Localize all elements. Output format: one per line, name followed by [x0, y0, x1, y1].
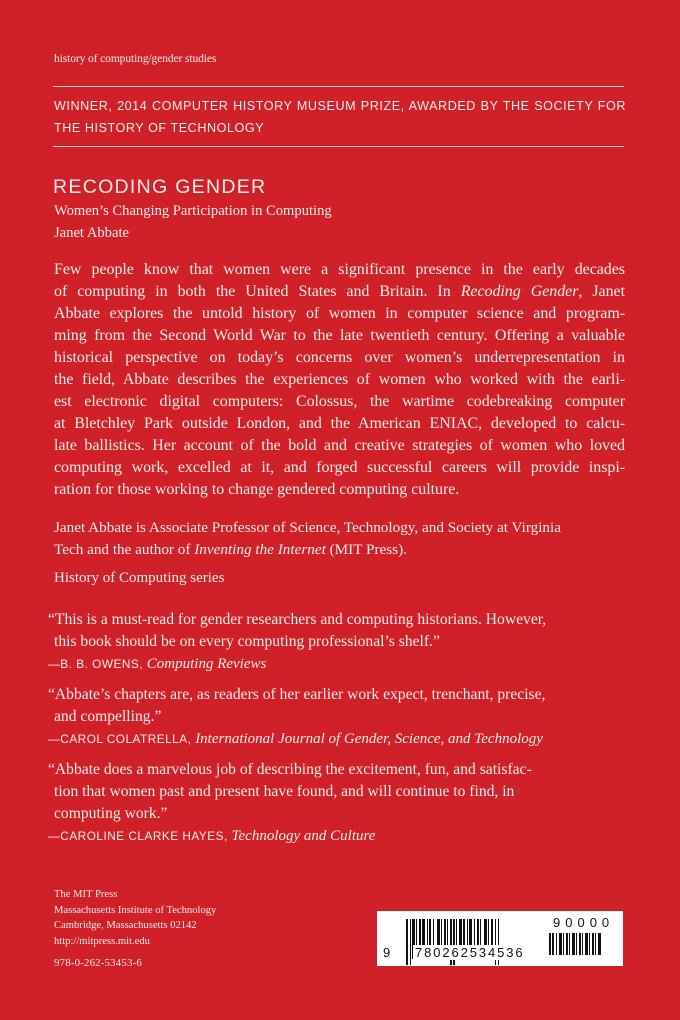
description-line: the field, Abbate describes the experiences of women who worked with the earli- [54, 371, 625, 388]
book-title: RECODING GENDER [53, 176, 267, 198]
description-line: est electronic digital computers: Colossus, the wartime codebreaking computer [54, 393, 625, 410]
description-line: Few people know that women were a significant presence in the early decades [54, 261, 625, 278]
series-name: History of Computing series [54, 570, 225, 586]
description-line: computing work, excelled at it, and forged successful careers will provide inspi- [54, 459, 625, 476]
book-subtitle: Women’s Changing Participation in Computing [54, 203, 332, 219]
description-line: Abbate explores the untold history of women in computer science and program- [54, 305, 625, 322]
quote-line: “This is a must-read for gender researchers and computing historians. However, [48, 611, 547, 628]
quote-line: this book should be on every computing professional’s shelf.” [54, 633, 440, 650]
divider-top [53, 86, 624, 87]
bio-line: Janet Abbate is Associate Professor of Science, Technology, and Society at Virginia [54, 519, 561, 536]
quote-line: tion that women past and present have found, and will continue to find, in [54, 783, 515, 800]
review-quote [48, 684, 628, 750]
isbn: 978-0-262-53453-6 [54, 957, 142, 969]
reviewer-name: —B. B. OWENS, [48, 657, 143, 671]
publisher-institution: Massachusetts Institute of Technology [54, 904, 217, 916]
barcode-addon-bars-icon [549, 933, 601, 955]
reviewer-name: —CAROL COLATRELLA, [48, 732, 192, 746]
description-line: at Bletchley Park outside London, and the American ENIAC, developed to calcu- [54, 415, 625, 432]
review-quote [48, 609, 628, 675]
review-attribution [48, 653, 628, 675]
description-text: , Janet [578, 283, 625, 300]
award-banner: WINNER, 2014 COMPUTER HISTORY MUSEUM PRIZE, AWARDED BY THE SOCIETY FOR THE HISTORY OF TECHNOLOGY [54, 99, 626, 135]
bio-text: (MIT Press). [325, 541, 407, 558]
review-quote [48, 759, 628, 847]
description-line: historical perspective on today’s concerns over women’s underrepresentation in [54, 349, 625, 366]
barcode-digits: 780262534536 [415, 945, 525, 960]
bio-line [54, 539, 626, 561]
review-source: Technology and Culture [231, 828, 376, 844]
review-attribution [48, 825, 628, 847]
quote-line: and compelling.” [54, 708, 162, 725]
quote-line: computing work.” [54, 805, 168, 822]
barcode-lead-digit: 9 [383, 945, 391, 960]
review-attribution [48, 728, 628, 750]
publisher-address: Cambridge, Massachusetts 02142 [54, 920, 197, 931]
quote-line: “Abbate’s chapters are, as readers of her earlier work expect, trenchant, precise, [48, 686, 546, 703]
quote-line: “Abbate does a marvelous job of describing the excitement, fun, and satisfac- [48, 761, 532, 778]
author-bio [54, 517, 626, 561]
description-text: of computing in both the United States and Britain. In [54, 283, 461, 300]
description-line: ration for those working to change gendered computing culture. [54, 481, 460, 498]
description-line: late ballistics. Her account of the bold and creative strategies of women who loved [54, 437, 625, 454]
reviewer-name: —CAROLINE CLARKE HAYES, [48, 829, 228, 843]
book-description [54, 259, 625, 501]
prior-book-title: Inventing the Internet [194, 541, 326, 558]
review-source: Computing Reviews [146, 656, 267, 672]
description-line: ming from the Second World War to the late twentieth century. Offering a valuable [54, 327, 625, 344]
bio-text: Tech and the author of [54, 541, 195, 558]
description-line [54, 281, 625, 303]
book-author: Janet Abbate [54, 225, 129, 241]
barcode-addon-digits: 90000 [553, 915, 615, 930]
publisher-url: http://mitpress.mit.edu [54, 935, 150, 947]
subject-category: history of computing/gender studies [54, 53, 217, 65]
publisher-info [54, 887, 216, 949]
divider-bottom [53, 146, 624, 147]
isbn-barcode [377, 911, 623, 966]
review-source: International Journal of Gender, Science, and Technology [195, 731, 543, 747]
book-title-italic: Recoding Gender [460, 283, 579, 300]
publisher-name: The MIT Press [54, 889, 118, 900]
